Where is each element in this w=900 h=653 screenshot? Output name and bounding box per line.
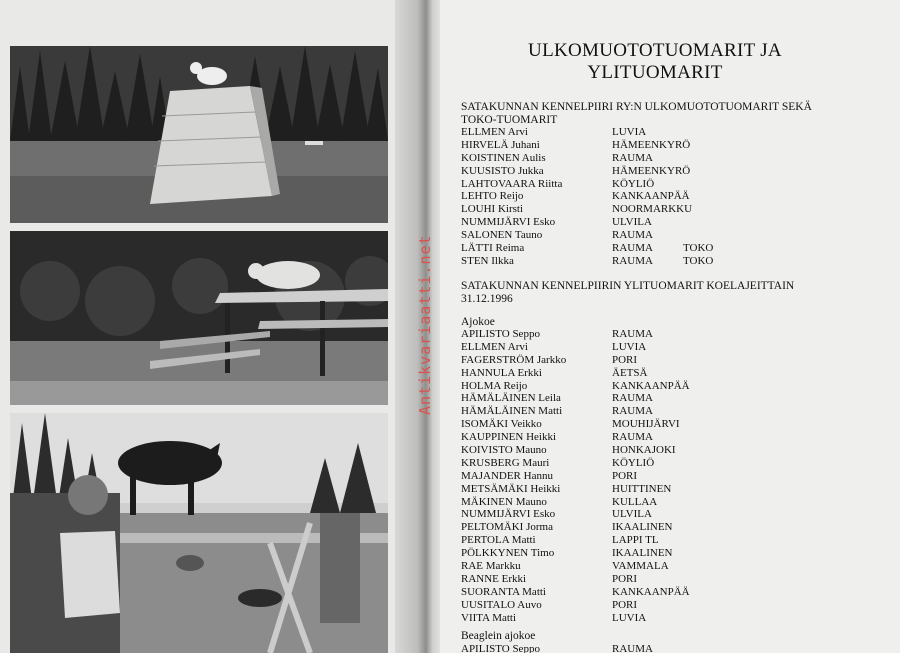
section3-subheading: Beaglein ajokoe	[461, 630, 536, 642]
judge-name: ELLMEN Arvi	[461, 126, 528, 138]
judge-place: LUVIA	[612, 340, 647, 353]
judge-name: HÄMÄLÄINEN Leila	[461, 392, 561, 405]
photo-dogs-and-handler	[10, 413, 388, 653]
judge-place: LUVIA	[612, 126, 647, 138]
judge-place: RAUMA	[612, 405, 653, 418]
page-title-line: YLITUOMARIT	[587, 62, 723, 83]
judge-place: IKAALINEN	[612, 521, 673, 534]
judge-place: HUITTINEN	[612, 482, 672, 495]
judge-name: SALONEN Tauno	[461, 229, 543, 242]
judge-name: LOUHI Kirsti	[461, 203, 524, 216]
section1-heading-line: SATAKUNNAN KENNELPIIRI RY:N ULKOMUOTOTUOMARIT SEKÄ	[461, 101, 812, 113]
section1-heading-line: TOKO-TUOMARIT	[461, 114, 558, 126]
judge-place: KÖYLIÖ	[612, 177, 655, 190]
judge-place: RAUMA	[612, 151, 653, 164]
judge-name: HOLMA Reijo	[461, 379, 528, 392]
judge-place: RAUMA	[612, 431, 653, 444]
judge-name: HÄMÄLÄINEN Matti	[461, 405, 563, 418]
judge-place: ULVILA	[612, 216, 652, 229]
judge-place: KÖYLIÖ	[612, 456, 655, 469]
judge-place: HÄMEENKYRÖ	[612, 164, 691, 177]
judge-name: LAHTOVAARA Riitta	[461, 177, 563, 190]
judge-place: ÄETSÄ	[612, 366, 648, 379]
judge-name: ELLMEN Arvi	[461, 340, 528, 353]
judge-place: RAUMA	[612, 643, 653, 653]
judge-place: IKAALINEN	[612, 547, 673, 560]
judge-place: PORI	[612, 572, 638, 585]
page-title-line: ULKOMUOTOTUOMARIT JA	[528, 40, 782, 61]
judge-place: RAUMA	[612, 392, 653, 405]
photo-dog-on-table	[10, 231, 388, 405]
judge-name: KRUSBERG Mauri	[461, 456, 550, 469]
judge-place: NOORMARKKU	[612, 203, 693, 216]
judge-name: PERTOLA Matti	[461, 534, 536, 547]
judge-place: RAUMA	[612, 242, 653, 255]
judge-place: HONKAJOKI	[612, 444, 676, 457]
judge-name: RAE Markku	[461, 560, 521, 573]
judge-name: KOIVISTO Mauno	[461, 444, 547, 457]
judge-name: NUMMIJÄRVI Esko	[461, 508, 556, 521]
judge-name: HANNULA Erkki	[461, 366, 542, 379]
judge-name: LÄTTI Reima	[461, 242, 525, 255]
judge-place: KANKAANPÄÄ	[612, 190, 690, 203]
judge-name: UUSITALO Auvo	[461, 598, 542, 611]
judge-place: KULLAA	[612, 495, 658, 508]
judge-place: PORI	[612, 353, 638, 366]
judge-name: METSÄMÄKI Heikki	[461, 482, 561, 495]
judge-name: APILISTO Seppo	[461, 643, 540, 653]
judge-place: RAUMA	[612, 254, 653, 267]
judge-name: KOISTINEN Aulis	[461, 151, 546, 164]
judge-place: MOUHIJÄRVI	[612, 418, 680, 431]
judge-name: NUMMIJÄRVI Esko	[461, 216, 556, 229]
judge-name: STEN Ilkka	[461, 254, 514, 267]
watermark-text: Antikvariaatti.net	[416, 234, 434, 415]
judge-note: TOKO	[683, 242, 714, 255]
judge-place: KANKAANPÄÄ	[612, 379, 690, 392]
judge-name: MÄKINEN Mauno	[461, 495, 547, 508]
judge-name: VIITA Matti	[461, 611, 517, 624]
page-title	[490, 40, 820, 84]
judge-place: VAMMALA	[612, 560, 669, 573]
judge-place: PORI	[612, 469, 638, 482]
judge-note: TOKO	[683, 254, 714, 267]
photo-dog-on-a-frame	[10, 46, 388, 223]
judge-place: RAUMA	[612, 328, 653, 340]
section2-heading-line: 31.12.1996	[461, 293, 513, 305]
judge-name: PÖLKKYNEN Timo	[461, 547, 555, 560]
judge-name: LEHTO Reijo	[461, 190, 524, 203]
judge-place: LUVIA	[612, 611, 647, 624]
judge-name: KUUSISTO Jukka	[461, 164, 544, 177]
judge-name: FAGERSTRÖM Jarkko	[461, 353, 567, 366]
judge-place: ULVILA	[612, 508, 652, 521]
watermark	[396, 234, 434, 545]
section2-heading	[461, 280, 794, 306]
judge-place: LAPPI TL	[612, 534, 659, 547]
judge-name: PELTOMÄKI Jorma	[461, 521, 553, 534]
section2-subheading: Ajokoe	[461, 316, 495, 328]
judge-name: RANNE Erkki	[461, 572, 527, 585]
judge-place: KANKAANPÄÄ	[612, 585, 690, 598]
judge-place: HÄMEENKYRÖ	[612, 138, 691, 151]
judge-name: MAJANDER Hannu	[461, 469, 553, 482]
section2-heading-line: SATAKUNNAN KENNELPIIRIN YLITUOMARIT KOELAJEITTAIN	[461, 280, 795, 292]
judge-place: RAUMA	[612, 229, 653, 242]
judge-place: PORI	[612, 598, 638, 611]
section1-heading	[461, 101, 812, 127]
judge-name: HIRVELÄ Juhani	[461, 138, 540, 151]
judge-name: SUORANTA Matti	[461, 585, 546, 598]
judge-name: APILISTO Seppo	[461, 328, 540, 340]
judge-name: KAUPPINEN Heikki	[461, 431, 557, 444]
judge-name: ISOMÄKI Veikko	[461, 418, 542, 431]
